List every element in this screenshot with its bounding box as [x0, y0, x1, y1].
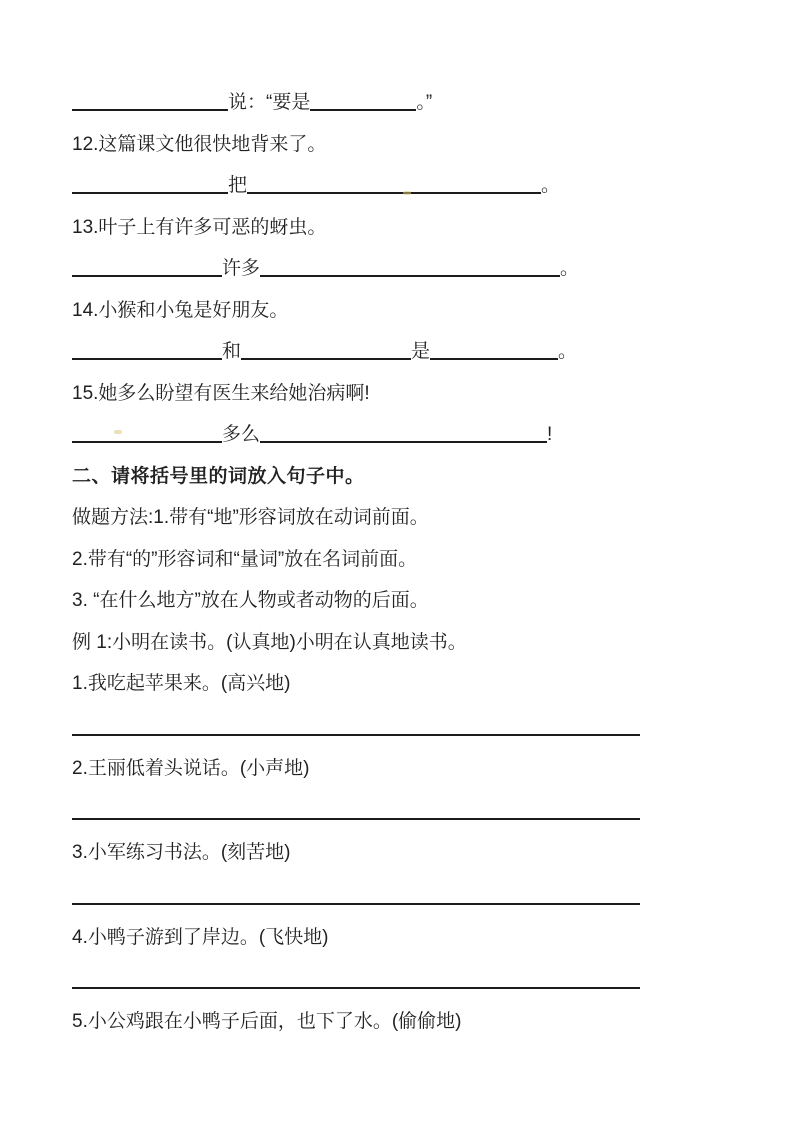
- scan-speck: [403, 191, 411, 195]
- fixed-text: 是: [411, 341, 431, 362]
- sentence-text: 做题方法:1.带有“地”形容词放在动词前面。: [72, 507, 429, 528]
- section-heading: 二、请将括号里的词放入句子中。: [72, 465, 365, 487]
- answer-blank: [310, 107, 416, 111]
- answer-blank: [72, 107, 228, 111]
- exercise-sentence: 2.王丽低着头说话。(小声地): [72, 757, 310, 779]
- fill-in-line: [72, 165, 640, 207]
- answer-line: [72, 734, 640, 736]
- fill-in-line: [72, 248, 640, 290]
- fixed-text: 说：“要是: [228, 92, 311, 113]
- answer-line: [72, 987, 640, 989]
- worksheet-body: [72, 0, 640, 1043]
- answer-blank: [72, 190, 228, 194]
- fill-in-line: [72, 414, 640, 456]
- sentence-text: 13.叶子上有许多可恶的蚜虫。: [72, 216, 327, 238]
- fixed-text: 。: [541, 175, 561, 196]
- sentence-text: 12.这篇课文他很快地背来了。: [72, 133, 327, 155]
- fill-in-line: [72, 82, 640, 124]
- answer-line: [72, 903, 640, 905]
- exercise-sentence: 5.小公鸡跟在小鸭子后面，也下了水。(偷偷地): [72, 1011, 462, 1032]
- sentence-text: 15.她多么盼望有医生来给她治病啊!: [72, 382, 370, 404]
- scan-speck: [114, 430, 122, 434]
- fixed-text: 和: [222, 341, 242, 362]
- answer-line: [72, 818, 640, 820]
- fixed-text: 。”: [416, 92, 433, 113]
- exercise-sentence: 3.小军练习书法。(刻苦地): [72, 842, 291, 863]
- sentence-text: 2.带有“的”形容词和“量词”放在名词前面。: [72, 548, 418, 570]
- answer-blank: [72, 356, 222, 360]
- sentence-text: 14.小猴和小兔是好朋友。: [72, 299, 289, 321]
- answer-blank: [247, 190, 541, 194]
- exercise-sentence: 4.小鸭子游到了岸边。(飞快地): [72, 926, 329, 948]
- fixed-text: !: [547, 424, 553, 445]
- answer-blank: [430, 356, 558, 360]
- answer-blank: [260, 273, 560, 277]
- answer-blank: [241, 356, 411, 360]
- exercise-sentence: 1.我吃起苹果来。(高兴地): [72, 673, 291, 694]
- answer-blank: [72, 439, 222, 443]
- fixed-text: 多么: [222, 424, 261, 445]
- fixed-text: 。: [560, 258, 580, 279]
- fixed-text: 把: [228, 175, 248, 196]
- sentence-text: 例 1:小明在读书。(认真地)小明在认真地读书。: [72, 631, 467, 653]
- answer-blank: [72, 273, 222, 277]
- answer-blank: [260, 439, 547, 443]
- fill-in-line: [72, 331, 640, 373]
- sentence-text: 3. “在什么地方”放在人物或者动物的后面。: [72, 590, 429, 611]
- fixed-text: 许多: [222, 258, 261, 279]
- fixed-text: 。: [558, 341, 578, 362]
